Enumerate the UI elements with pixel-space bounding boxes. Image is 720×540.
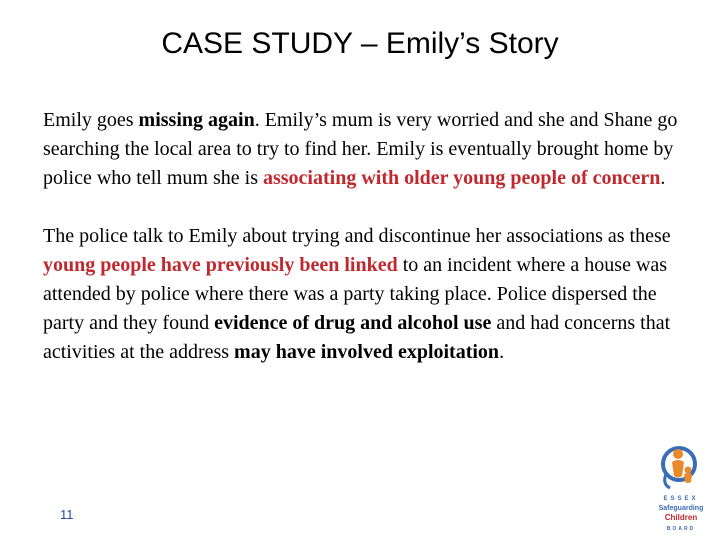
text-run: . <box>660 167 666 189</box>
text-run: . <box>499 341 505 363</box>
bold-text-exploitation: may have involved exploitation <box>234 341 500 363</box>
page-number: 11 <box>60 507 74 522</box>
text-run: The police talk to Emily about trying and discontinue her associations as these <box>43 225 671 247</box>
text-run: Emily goes <box>43 109 139 131</box>
text-run: to an incident where a house was attended by police where there was a party taking place. Police dispersed the party and they found <box>43 254 668 334</box>
text-run: . Emily’s mum is very worried and she and Shane go searching the local area to try to find her. Emily is eventually brought home by police who tell mum she is <box>43 109 678 189</box>
paragraph-1 <box>43 106 693 193</box>
slide-title: CASE STUDY – Emily’s Story <box>161 27 559 60</box>
logo-text-children: Children <box>664 513 698 522</box>
highlight-associating: associating with older young people of concern <box>262 167 661 189</box>
logo-text-essex: ESSEX <box>663 496 699 502</box>
logo-text-safeguarding: Safeguarding <box>658 505 704 512</box>
safeguarding-board-logo <box>652 444 710 538</box>
paragraph-2 <box>43 222 693 367</box>
text-run: and had concerns that activities at the address <box>43 312 671 363</box>
slide-body <box>43 106 693 367</box>
bold-text-drug-alcohol: evidence of drug and alcohol use <box>214 312 492 334</box>
highlight-previously-linked: young people have previously been linked <box>43 254 398 276</box>
bold-text-missing-again: missing again <box>138 109 255 131</box>
logo-text-board: BOARD <box>666 526 696 532</box>
safeguarding-figures-icon <box>663 448 695 488</box>
